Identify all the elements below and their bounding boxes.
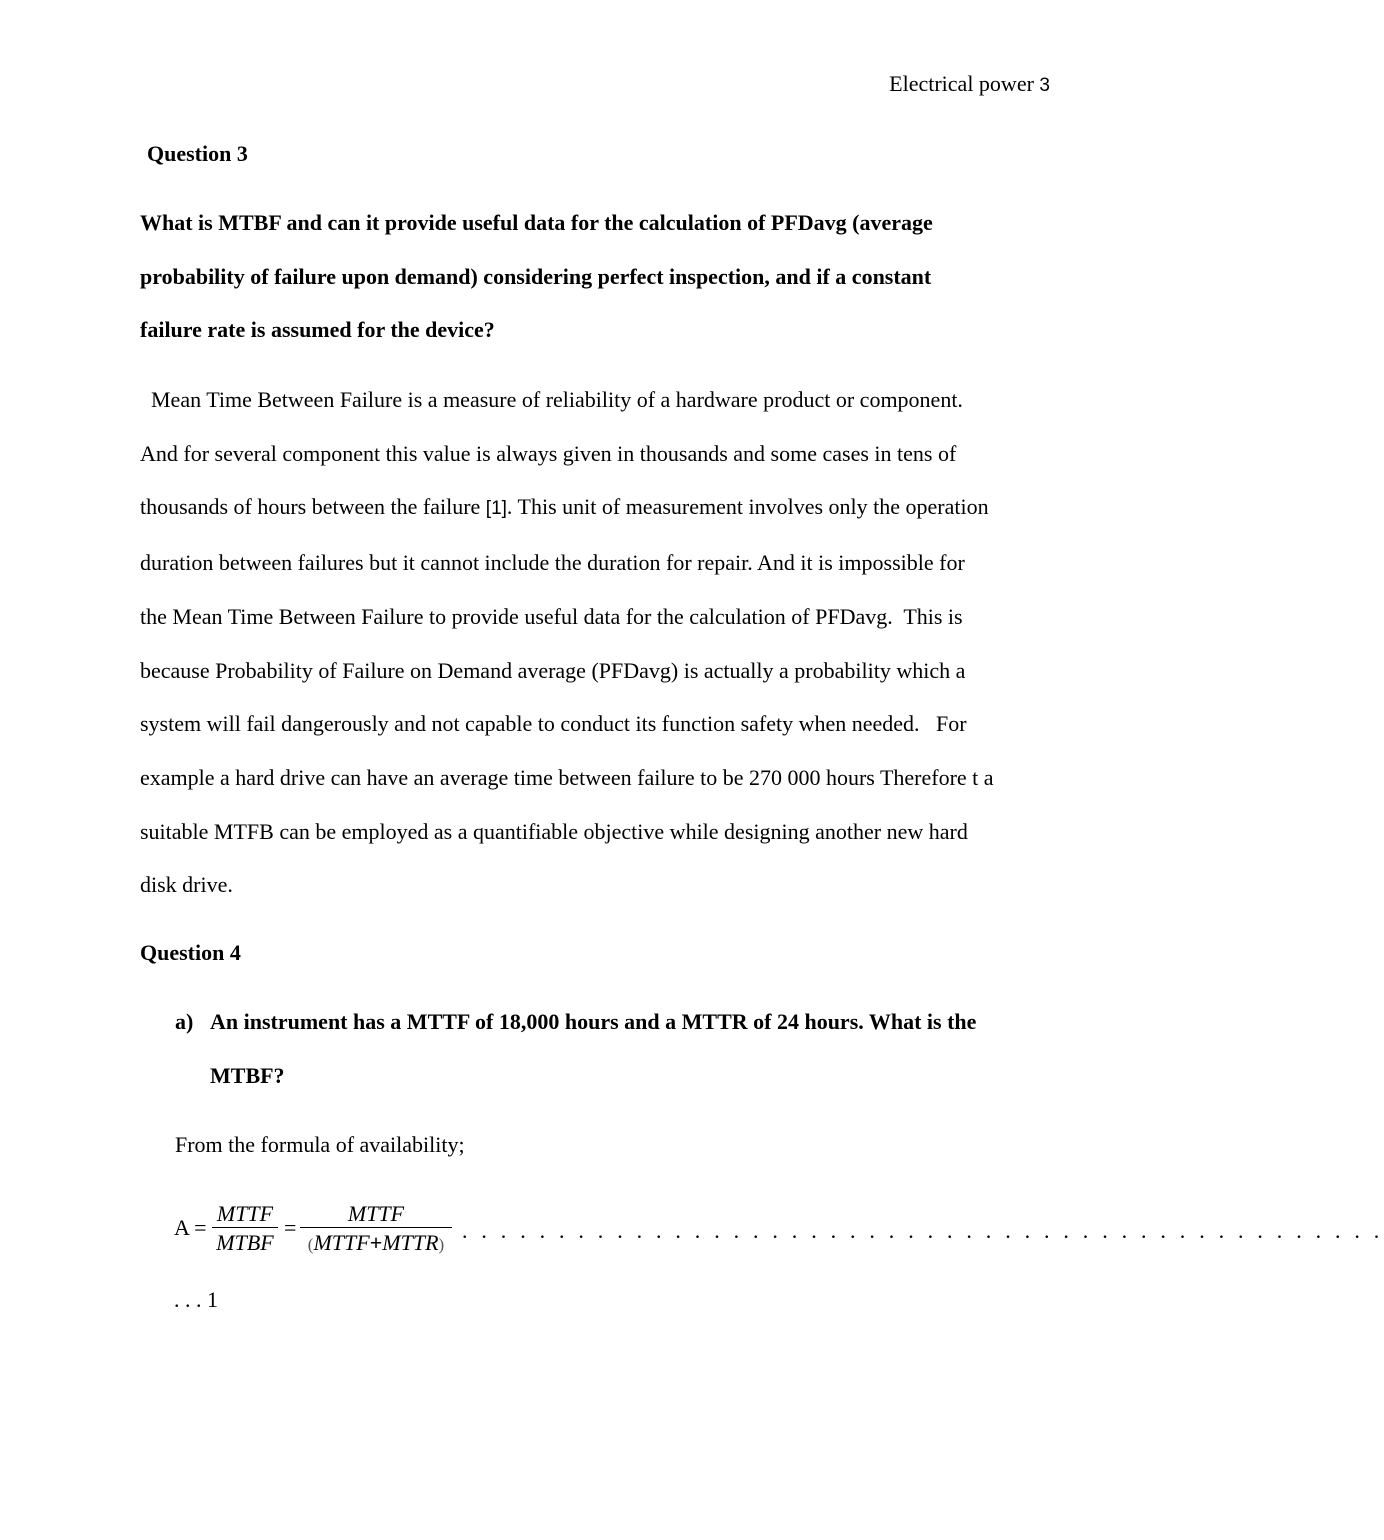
answer-line: because Probability of Failure on Demand average (PFDavg) is actually a probability which a — [140, 657, 966, 683]
plus-operator: + — [369, 1230, 383, 1255]
paren-open: ( — [307, 1235, 314, 1254]
question-4a-text — [210, 995, 1055, 1102]
answer-line: suitable MTFB can be employed as a quantifiable objective while designing another new hard — [140, 818, 968, 844]
question-3-line: probability of failure upon demand) considering perfect inspection, and if a constant — [140, 263, 932, 289]
answer-line: duration between failures but it cannot include the duration for repair. And it is impossible for — [140, 550, 965, 576]
question-3-answer — [140, 373, 1052, 912]
answer-line: the Mean Time Between Failure to provide useful data for the calculation of PFDavg. This is — [140, 603, 963, 629]
leader-dots: . . . . . . . . . . . . . . . . . . . . . . . . . . . . . . . . . . . . . . . . . . . . . . . . — [462, 1218, 1384, 1243]
answer-line: example a hard drive can have an average time between failure to be 270 000 hours Therefore t a — [140, 764, 994, 790]
fraction-denominator: MTBF — [216, 1230, 274, 1255]
header-title: Electrical power — [889, 71, 1034, 96]
question-4a-line: An instrument has a MTTF of 18,000 hours and a MTTR of 24 hours. What is the — [210, 1009, 977, 1034]
answer-line-tail: . This unit of measurement involves only the operation — [506, 494, 989, 520]
question-4-heading: Question 4 — [140, 940, 241, 965]
equals-sign: = — [284, 1215, 297, 1240]
question-3-text — [140, 196, 1050, 357]
answer-line: Mean Time Between Failure is a measure of reliability of a hardware product or component. — [140, 387, 963, 412]
question-3-heading: Question 3 — [147, 141, 248, 166]
fraction-mttf-over-sum — [300, 1200, 452, 1255]
denominator-term: MTTR — [382, 1230, 439, 1255]
denominator-term: MTTF — [313, 1230, 370, 1255]
formula-intro: From the formula of availability; — [175, 1132, 465, 1157]
fraction-mttf-over-mtbf — [212, 1200, 278, 1255]
list-marker: a) — [175, 1009, 194, 1034]
citation-reference[interactable]: [1] — [485, 498, 507, 520]
question-3-line: What is MTBF and can it provide useful data for the calculation of PFDavg (average — [140, 210, 933, 235]
question-4a-line: MTBF? — [210, 1062, 285, 1088]
question-3-line: failure rate is assumed for the device? — [140, 317, 495, 343]
fraction-numerator: MTTF — [216, 1201, 274, 1226]
answer-line: system will fail dangerously and not capable to conduct its function safety when needed. For — [140, 711, 967, 737]
fraction-denominator — [300, 1228, 452, 1255]
paren-close: ) — [438, 1235, 445, 1254]
formula-lhs: A = — [174, 1215, 207, 1240]
running-header — [889, 70, 1050, 100]
fraction-numerator: MTTF — [347, 1201, 405, 1226]
answer-line-head: thousands of hours between the failure — [140, 494, 486, 520]
page-number: 3 — [1039, 75, 1050, 96]
answer-line-with-citation — [140, 480, 1052, 536]
answer-line: disk drive. — [140, 872, 233, 898]
equation-number: . . . 1 — [174, 1287, 218, 1312]
answer-line: And for several component this value is always given in thousands and some cases in tens of — [140, 440, 957, 466]
